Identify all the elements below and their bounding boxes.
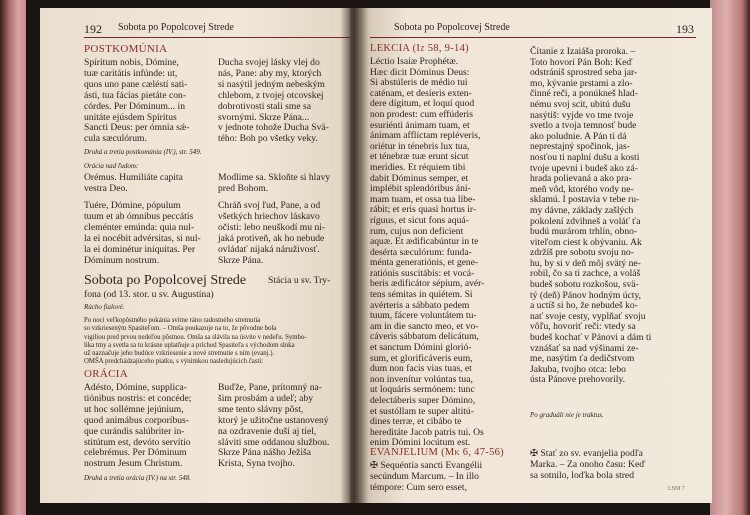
line: mo, kývanie prstami a zlo-: [530, 77, 633, 89]
line: všetkých hriechov láskavo: [218, 210, 320, 222]
line: córdes. Per Dóminum... in: [84, 100, 185, 112]
gradual-note: Po graduáli nie je traktus.: [530, 411, 604, 419]
line: Jakuba, tvojho otca: lebo: [530, 363, 626, 375]
line: Léctio Isaíæ Prophétæ.: [370, 56, 459, 67]
line: vznášať sa nad výšinami ze-: [530, 342, 639, 354]
line: ratiónis suscitábis: et vocá-: [370, 267, 475, 279]
line: dines terræ, et cibábo te: [370, 416, 462, 428]
line: ovládať nijaká náruživosť.: [218, 243, 320, 255]
vestment-note: Rúcho fialové.: [84, 303, 125, 311]
line: vigiliou pred prvou nedeľou pôstnou. Omša sa slávila na úsvite v nedeľu. Symbo-: [84, 333, 307, 341]
page-number: 192: [84, 22, 102, 36]
line: dabit Dóminus semper, et: [370, 172, 469, 184]
line: Chráň svoj ľud, Pane, a od: [218, 200, 321, 211]
oratio-super-populum-note: Orácia nad ľudom:: [84, 162, 139, 170]
saturday-title: Sobota po Popolcovej Strede: [84, 273, 247, 288]
postcommunion-latin: [84, 58, 214, 145]
line: svetlo a tvoja temnosť bude: [530, 120, 637, 132]
super-populum-latin: [84, 201, 216, 266]
line: hu, by si v deň môj svätý ne-: [530, 257, 641, 269]
line: Buďže, Pane, prítomný na-: [218, 382, 322, 393]
line: činné reči, a ponúkneš hlad-: [530, 88, 638, 100]
line: nému svoj scit, ubitú dušu: [530, 98, 631, 110]
line: unitáte ejúsdem Spíritus: [84, 111, 177, 123]
line: Čítanie z Izaiáša proroka. –: [530, 46, 636, 57]
postcommunion-slovak: [218, 58, 358, 145]
line: implébit splendóribus áni-: [370, 183, 471, 195]
line: cula sæculórum.: [84, 133, 147, 145]
line: zdržíš pre sobotu svoju no-: [530, 247, 634, 259]
gospel-latin: [370, 461, 525, 494]
line: očisti: lebo neuškodí mu ni-: [218, 221, 326, 233]
line: Marka. – Za onoho času: Keď: [530, 458, 646, 470]
line: tuum et ab ómnibus peccátis: [84, 210, 194, 222]
super-populum-slovak: [218, 201, 358, 266]
postcommunion-note: Druhá a tretia postkomúnia (IV.), str. 549.: [84, 148, 202, 156]
line: et sanctum Dómini glorió-: [370, 342, 472, 354]
line: si nasýtil jedným nebeským: [218, 78, 325, 90]
line: que curándis salúbriter in-: [84, 425, 185, 437]
line: viteľom ciest k obývaniu. Ak: [530, 236, 642, 248]
line: Modlime sa. Skloňte si hlavy: [218, 172, 331, 183]
line: tens sémitas in quiétem. Si: [370, 289, 473, 301]
left-page: [40, 8, 370, 503]
line: šim prosbám a udeľ; aby: [218, 392, 314, 404]
header-rule: [84, 37, 356, 38]
line: so vzkrieseným Spasiteľom. – Omša poukazuje na to, že pôvodne bola: [84, 325, 277, 333]
line: sklamú. I postavia v tebe ru-: [530, 194, 640, 206]
book-edge-left: [0, 0, 26, 515]
oremus-slovak: [218, 173, 358, 195]
line: desérta sæculórum: funda-: [370, 246, 472, 258]
line: non prodest: cum effúderis: [370, 108, 473, 120]
line: Orémus. Humiliáte capita: [84, 172, 183, 183]
line: mam tuam, et ossa tua libe-: [370, 193, 476, 205]
line: la ei nocébit advérsitas, si nul-: [84, 232, 201, 244]
line: Toto hovorí Pán Boh: Keď: [530, 56, 633, 68]
line: sa sotnilo, loďka bola stred: [530, 469, 634, 481]
line: dobrotivosti stali sme sa: [218, 100, 312, 112]
line: sum, et glorificáveris eum,: [370, 352, 473, 364]
line: chlebom, z tvojej otcovskej: [218, 89, 324, 101]
running-head: Sobota po Popolcovej Strede: [118, 22, 234, 33]
line: nosťou ti naplní dušu a kosti: [530, 151, 640, 163]
line: Si abstúleris de médio tui: [370, 77, 468, 89]
line: rábit; et eris quasi hortus ir-: [370, 204, 477, 216]
oremus-latin: [84, 173, 214, 195]
line: avérteris a sábbato pedem: [370, 299, 470, 311]
line: v jednote tohože Ducha Svä-: [218, 122, 329, 134]
oratio-latin: [84, 383, 216, 470]
line: budú murárom trhlín, obno-: [530, 226, 638, 238]
line: ménta generatiónis, et gene-: [370, 257, 479, 269]
line: quod animábus corporíbus-: [84, 414, 189, 426]
line: Sancti Deus: per ómnia sǽ-: [84, 122, 190, 134]
right-page: [350, 8, 712, 503]
line: lika tmy a svetla sa tu krásne uplatňuje a príchod Spasiteľa s východom slnka: [84, 341, 295, 349]
line: ut hoc sollémne jejúnium,: [84, 403, 184, 415]
line: ústa Pánove prehovorily.: [530, 374, 626, 386]
line: budeš kochať v Pánovi a dám ti: [530, 332, 652, 344]
line: merídies. Et réquiem tibi: [370, 161, 466, 173]
line: Hæc dicit Dóminus Deus:: [370, 66, 470, 78]
book-edge-right: [710, 0, 750, 515]
lectio-slovak: [530, 47, 690, 386]
line: OMŠA predchádzajúceho piatku, s výnimkou nasledujúcich častí:: [84, 358, 264, 366]
line: nasýtiš: vyjde vo tme tvoje: [530, 109, 634, 121]
line: quos uno pane cæléstí sati-: [84, 78, 188, 90]
line: tuum, fácere voluntátem tu-: [370, 310, 477, 322]
line: et ténebræ tuæ erunt sicut: [370, 151, 469, 163]
line: Adésto, Dómine, supplica-: [84, 382, 187, 393]
station-line-2: fona (od 13. stor. u sv. Augustína): [84, 289, 214, 300]
running-head: Sobota po Popolcovej Strede: [394, 22, 510, 33]
line: Skrze Pána.: [218, 254, 264, 266]
line: my dávne, základy zašlých: [530, 204, 634, 216]
postcommunion-heading: POSTKOMÚNIA: [84, 43, 168, 55]
line: tiónibus nostris: et concéde;: [84, 392, 192, 404]
line: hereditáte Jacob patris tui. Os: [370, 426, 484, 438]
line: am in die sancto meo, et vo-: [370, 320, 479, 332]
gospel-heading: EVANJELIUM (Mk 6, 47-56): [370, 447, 504, 458]
line: ánimam afflíctam repléveris,: [370, 130, 481, 142]
line: tého: Boh po všetky veky.: [218, 133, 318, 145]
line: la ei dominétur iníquitas. Per: [84, 243, 196, 255]
line: tvoje upevní i budeš ako zá-: [530, 162, 638, 174]
lectio-heading: LEKCIA (Iz 58, 9-14): [370, 43, 469, 54]
line: tý (deň) Pánov hodným úcty,: [530, 289, 642, 301]
line: a uctíš si ho, že nebudeš ko-: [530, 300, 638, 312]
line: vôľu, hovoriť reči: vtedy sa: [530, 321, 636, 333]
line: ✠ Sequéntia sancti Evangélii: [370, 460, 483, 471]
line: enim Dómini locútum est.: [370, 437, 471, 449]
line: et sustóllam te super altitú-: [370, 405, 474, 417]
line: vestra Deo.: [84, 182, 128, 194]
line: Skrze Pána nášho Ježiša: [218, 447, 311, 459]
line: ásti, tua fácias pietáte con-: [84, 89, 187, 101]
station-line-1: Stácia u sv. Try-: [268, 275, 331, 286]
page-number: 193: [676, 22, 694, 36]
line: Krista, Syna tvojho.: [218, 458, 295, 470]
line: cleménter emúnda: quia nul-: [84, 221, 195, 233]
line: beris ædificátor sépium, avér-: [370, 278, 485, 290]
line: Tuére, Dómine, pópulum: [84, 200, 181, 211]
line: odstrániš sprostred seba jar-: [530, 67, 638, 79]
line: aquæ. Et ædificabúntur in te: [370, 236, 479, 248]
line: meň vôd, ktorého vody ne-: [530, 183, 634, 195]
line: sme tento slávny pôst,: [218, 403, 304, 415]
line: neprestajný spočinok, jas-: [530, 141, 630, 153]
line: ut loquáris sermónem: tunc: [370, 384, 475, 396]
line: ✠ Stať zo sv. evanjelia podľa: [530, 448, 643, 459]
line: me, nasýtim ťa dedičstvom: [530, 353, 635, 365]
line: oriétur in ténebris lux tua,: [370, 140, 470, 152]
line: cáveris sábbatum delicátum,: [370, 331, 479, 343]
line: Ducha svojej lásky vlej do: [218, 57, 320, 68]
line: svornými. Skrze Pána...: [218, 111, 310, 123]
line: celebrémus. Per Dóminum: [84, 447, 187, 459]
line: Dóminum nostrum.: [84, 254, 160, 266]
line: nostrum Jesum Christum.: [84, 458, 183, 470]
header-rule: [370, 37, 696, 38]
line: caténam, et desíeris exten-: [370, 87, 472, 99]
line: Spíritum nobis, Dómine,: [84, 57, 179, 68]
line: na ozdravenie duší aj tiel,: [218, 425, 317, 437]
oratio-slovak: [218, 383, 358, 470]
line: pokolení zdvihneš a voláť ťa: [530, 215, 641, 227]
line: sláviti sme oddanou službou.: [218, 436, 330, 448]
line: non invenítur volúntas tua,: [370, 373, 473, 385]
line: ktorý je užitočne ustanovený: [218, 414, 329, 426]
line: delectáberis super Dómino,: [370, 395, 476, 406]
oratio-heading: ORÁCIA: [84, 368, 128, 380]
line: nať svoje cesty, vyplňať svoju: [530, 310, 646, 322]
line: témpore: Cum sero esset,: [370, 481, 467, 493]
line: secúndum Marcum. – In illo: [370, 470, 479, 482]
line: jaká protiveň, ak ho nebude: [218, 232, 325, 244]
line: tuæ caritátis infúnde: ut,: [84, 67, 178, 79]
line: stitútum est, devóto servítio: [84, 436, 191, 448]
gospel-slovak: [530, 449, 690, 482]
line: už naznačuje jeho budúce vzkriesenie a nové stretnutie s ním (evanj.).: [84, 350, 275, 358]
line: robil, čo sa ti zachce, a voláš: [530, 268, 641, 280]
line: dere dígitum, et loquí quod: [370, 98, 475, 110]
book-gutter: [340, 0, 368, 515]
line: budeš sobotu rozkošou, svä-: [530, 279, 639, 291]
signature-mark: LSM 7: [668, 486, 685, 492]
line: rum, cujus non deficient: [370, 225, 464, 237]
line: esuriénti ánimam tuam, et: [370, 119, 470, 131]
line: hrada polievaná a ako pra-: [530, 173, 632, 185]
line: ako poludnie. A Pán ti dá: [530, 130, 627, 142]
lectio-latin: [370, 57, 520, 449]
saturday-intro: [84, 317, 364, 367]
line: pred Bohom.: [218, 182, 269, 194]
line: nás, Pane: aby my, ktorých: [218, 67, 322, 79]
oratio-note: Druhá a tretia orácia (IV.) na str. 548.: [84, 474, 191, 482]
line: dum non facis vias tuas, et: [370, 363, 472, 375]
line: ríguus, et sicut fons aquá-: [370, 214, 469, 226]
line: Po noci veľkopôstného pokánia svitne ráno radostného stretnutia: [84, 317, 261, 324]
